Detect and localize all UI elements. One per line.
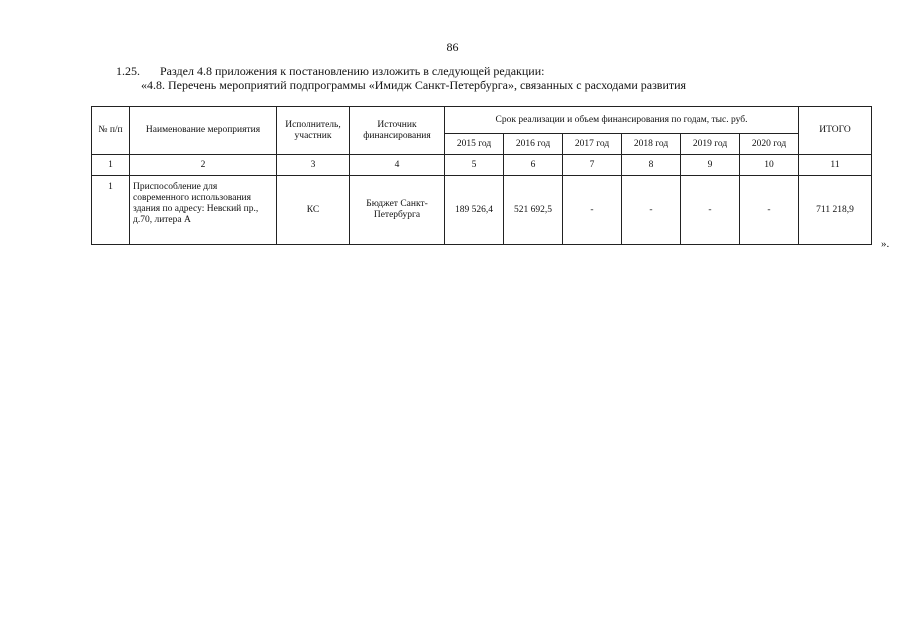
header-row: [92, 107, 872, 134]
column-index: 1: [92, 155, 130, 176]
financing-table: [91, 106, 872, 245]
header-year: 2019 год: [681, 134, 740, 155]
funding-source-cell: Бюджет Санкт-Петербурга: [350, 176, 445, 245]
column-index: 3: [277, 155, 350, 176]
header-num: № п/п: [92, 107, 130, 155]
clause-text: Раздел 4.8 приложения к постановлению изложить в следующей редакции:: [160, 64, 545, 78]
header-total: ИТОГО: [799, 107, 872, 155]
closing-quote-mark: ».: [881, 238, 890, 250]
header-source: Источник финансирования: [350, 107, 445, 155]
column-index: 11: [799, 155, 872, 176]
column-index: 2: [130, 155, 277, 176]
year-value: -: [740, 176, 799, 245]
measure-name: Приспособление для современного использования здания по адресу: Невский пр., д.70, литера А: [130, 176, 277, 245]
column-index-row: [92, 155, 872, 176]
total-value: 711 218,9: [799, 176, 872, 245]
header-year: 2020 год: [740, 134, 799, 155]
year-value: -: [563, 176, 622, 245]
column-index: 7: [563, 155, 622, 176]
year-value: 521 692,5: [504, 176, 563, 245]
row-number: 1: [92, 176, 130, 245]
header-year: 2015 год: [445, 134, 504, 155]
header-year: 2018 год: [622, 134, 681, 155]
column-index: 9: [681, 155, 740, 176]
clause-number: 1.25.: [116, 64, 140, 78]
executor-cell: КС: [277, 176, 350, 245]
header-executor: Исполнитель, участник: [277, 107, 350, 155]
column-index: 10: [740, 155, 799, 176]
column-index: 5: [445, 155, 504, 176]
page-number: 86: [446, 40, 459, 54]
table-row: [92, 176, 872, 245]
header-period-group: Срок реализации и объем финансирования по годам, тыс. руб.: [445, 107, 799, 134]
column-index: 4: [350, 155, 445, 176]
section-subtitle: «4.8. Перечень мероприятий подпрограммы «Имидж Санкт-Петербурга», связанных с расходами развития: [141, 78, 687, 92]
header-name: Наименование мероприятия: [130, 107, 277, 155]
year-value: 189 526,4: [445, 176, 504, 245]
header-year: 2016 год: [504, 134, 563, 155]
column-index: 6: [504, 155, 563, 176]
header-year: 2017 год: [563, 134, 622, 155]
year-value: -: [622, 176, 681, 245]
clause-line: [116, 64, 544, 79]
column-index: 8: [622, 155, 681, 176]
year-value: -: [681, 176, 740, 245]
